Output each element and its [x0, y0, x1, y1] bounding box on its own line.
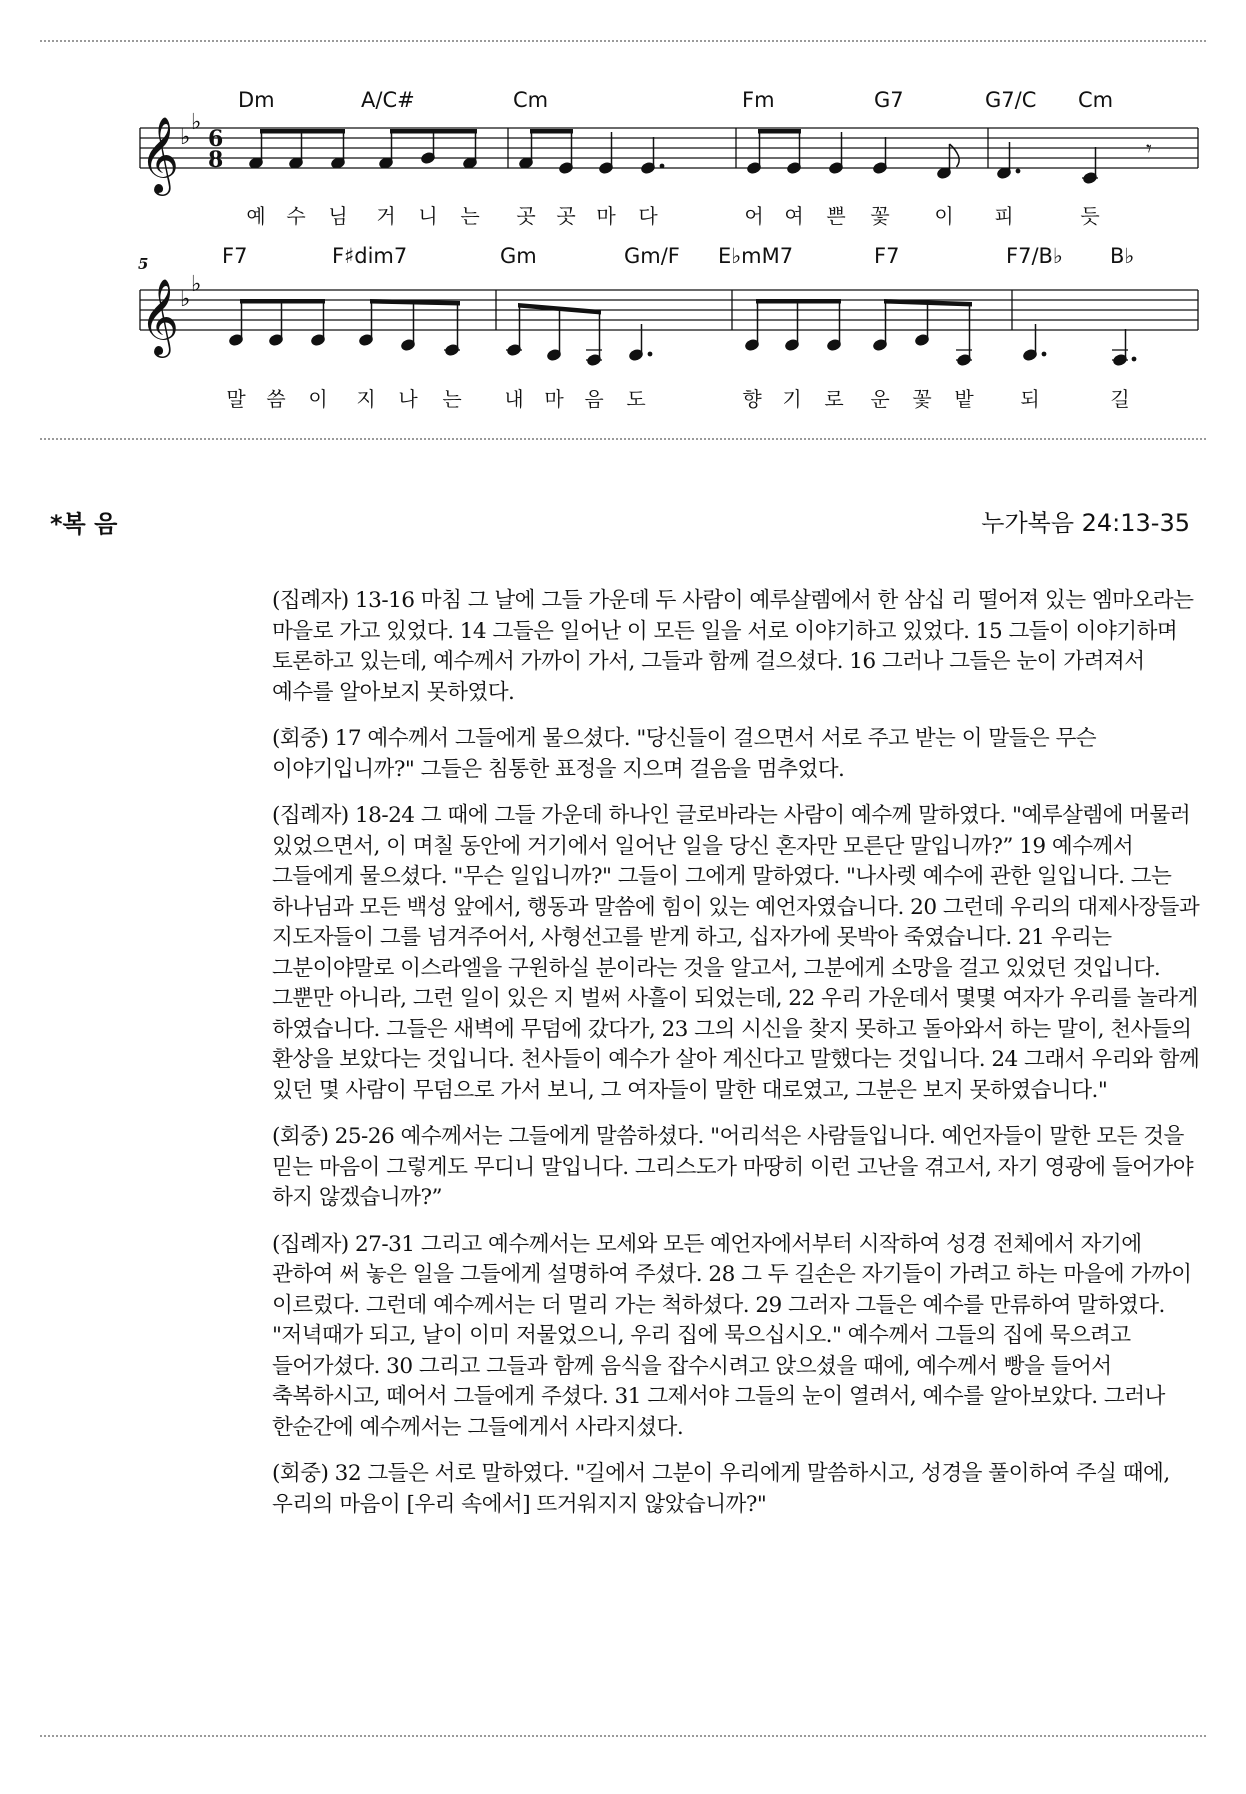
chord-symbol: E♭mM7 — [718, 244, 794, 268]
chord-symbol: F7 — [874, 244, 900, 268]
lyric-syllable: 듯 — [1080, 204, 1100, 228]
lyric-syllable: 어 — [744, 204, 764, 228]
chord-symbol: F♯dim7 — [332, 244, 408, 268]
measure-number: 5 — [138, 255, 149, 273]
lyric-syllable: 는 — [460, 204, 480, 228]
lyric-syllable: 기 — [782, 387, 802, 411]
lyric-syllable: 여 — [784, 204, 804, 228]
chord-symbol: F7 — [222, 244, 248, 268]
lyric-syllable: 곳 — [556, 204, 576, 228]
lyric-syllable: 마 — [544, 387, 564, 411]
lyric-syllable: 이 — [308, 387, 328, 411]
flat-icon: ♭ — [191, 110, 202, 135]
lyric-syllable: 내 — [504, 387, 524, 411]
chord-symbol: G7 — [874, 88, 904, 112]
flat-icon: ♭ — [191, 272, 202, 297]
chord-symbol: G7/C — [985, 88, 1037, 112]
lyric-syllable: 는 — [442, 387, 462, 411]
treble-clef-icon: 𝄞 — [140, 116, 180, 193]
chord-symbol: B♭ — [1110, 244, 1135, 268]
staff-1 — [0, 110, 1246, 230]
lyric-syllable: 로 — [824, 387, 844, 411]
lyric-syllable: 피 — [994, 204, 1014, 228]
top-divider — [40, 40, 1206, 42]
time-signature: 6 — [208, 126, 224, 152]
eighth-rest-icon: 𝄾 — [1146, 137, 1152, 162]
lyric-syllable: 씀 — [266, 387, 286, 411]
lyric-syllable: 지 — [356, 387, 376, 411]
chord-symbol: Gm/F — [624, 244, 680, 268]
lyric-syllable: 거 — [376, 204, 396, 228]
chord-symbol: F7/B♭ — [1006, 244, 1063, 268]
section-title: *복 음 — [50, 510, 118, 538]
scripture-reading — [272, 586, 1202, 1536]
reading-paragraph: (회중) 32 그들은 서로 말하였다. "길에서 그분이 우리에게 말씀하시고, 성경을 풀이하여 주실 때에, 우리의 마음이 [우리 속에서] 뜨거워지지 않았습니까?" — [272, 1461, 1170, 1517]
lyric-syllable: 향 — [742, 387, 762, 411]
reading-paragraph: (회중) 25-26 예수께서는 그들에게 말씀하셨다. "어리석은 사람들입니다. 예언자들이 말한 모든 것을 믿는 마음이 그렇게도 무디니 말입니다. 그리스도가 마땅히 이런 고난을 겪고서, 자기 영광에 들어가야 하지 않겠습니까?” — [272, 1124, 1194, 1210]
lyric-syllable: 꽃 — [912, 387, 932, 411]
lyric-syllable: 운 — [870, 387, 890, 411]
lyric-syllable: 쁜 — [826, 204, 846, 228]
reading-paragraph: (회중) 17 예수께서 그들에게 물으셨다. "당신들이 걸으면서 서로 주고 받는 이 말들은 무슨 이야기입니까?" 그들은 침통한 표정을 지으며 걸음을 멈추었다. — [272, 726, 1097, 782]
treble-clef-icon: 𝄞 — [140, 278, 180, 355]
chord-symbol: Gm — [500, 244, 537, 268]
scripture-reference: 누가복음 24:13-35 — [981, 509, 1190, 537]
lyric-syllable: 도 — [626, 387, 646, 411]
lyric-syllable: 이 — [934, 204, 954, 228]
lyric-syllable: 나 — [398, 387, 418, 411]
staff-2 — [0, 270, 1246, 390]
lyric-syllable: 곳 — [516, 204, 536, 228]
lyric-syllable: 되 — [1020, 387, 1040, 411]
lyric-syllable: 예 — [246, 204, 266, 228]
chord-symbol: Fm — [742, 88, 775, 112]
chord-symbol: A/C# — [361, 88, 415, 112]
flat-icon: ♭ — [180, 287, 191, 312]
lyric-syllable: 밭 — [954, 387, 974, 411]
chord-symbol: Cm — [1078, 88, 1114, 112]
reading-paragraph: (집례자) 27-31 그리고 예수께서는 모세와 모든 예언자에서부터 시작하여 성경 전체에서 자기에 관하여 써 놓은 일을 그들에게 설명하여 주셨다. 28 그 두 길손은 자기들이 가려고 하는 마을에 가까이 이르렀다. 그런데 예수께서는 더 멀리 가는 척하셨다. 29 그러자 그들은 예수를 만류하여 말하였다. "저녁때가 되고, 날이 이미 저물었으니, 우리 집에 묵으십시오." 예수께서 그들의 집에 묵으려고 들어가셨다. 30 그리고 그들과 함께 음식을 잡수시려고 앉으셨을 때에, 예수께서 빵을 들어서 축복하시고, 떼어서 그들에게 주셨다. 31 그제서야 그들의 눈이 열려서, 예수를 알아보았다. 그러나 한순간에 예수께서는 그들에게서 사라지셨다. — [272, 1231, 1192, 1440]
lyric-syllable: 음 — [584, 387, 604, 411]
score-divider — [40, 438, 1206, 440]
time-signature: 8 — [208, 147, 224, 173]
lyric-syllable: 다 — [638, 204, 658, 228]
lyric-syllable: 꽃 — [870, 204, 890, 228]
chord-symbol: Dm — [238, 88, 275, 112]
reading-paragraph: (집례자) 13-16 마침 그 날에 그들 가운데 두 사람이 예루살렘에서 한 삼십 리 떨어져 있는 엠마오라는 마을로 가고 있었다. 14 그들은 일어난 이 모든 일을 서로 이야기하고 있었다. 15 그들이 이야기하며 토론하고 있는데, 예수께서 가까이 가서, 그들과 함께 걸으셨다. 16 그러나 그들은 눈이 가려져서 예수를 알아보지 못하였다. — [272, 588, 1194, 705]
lyric-syllable: 마 — [596, 204, 616, 228]
flat-icon: ♭ — [180, 125, 191, 150]
bottom-divider — [40, 1735, 1206, 1737]
lyric-syllable: 길 — [1110, 387, 1130, 411]
chord-symbol: Cm — [513, 88, 549, 112]
reading-paragraph: (집례자) 18-24 그 때에 그들 가운데 하나인 글로바라는 사람이 예수께 말하였다. "예루살렘에 머물러 있었으면서, 이 며칠 동안에 거기에서 일어난 일을 당신 혼자만 모른단 말입니까?” 19 예수께서 그들에게 물으셨다. "무슨 일입니까?" 그들이 그에게 말하였다. "나사렛 예수에 관한 일입니다. 그는 하나님과 모든 백성 앞에서, 행동과 말씀에 힘이 있는 예언자였습니다. 20 그런데 우리의 대제사장들과 지도자들이 그를 넘겨주어서, 사형선고를 받게 하고, 십자가에 못박아 죽였습니다. 21 우리는 그분이야말로 이스라엘을 구원하실 분이라는 것을 알고서, 그분에게 소망을 걸고 있었던 것입니다. 그뿐만 아니라, 그런 일이 있은 지 벌써 사흘이 되었는데, 22 우리 가운데서 몇몇 여자가 우리를 놀라게 하였습니다. 그들은 새벽에 무덤에 갔다가, 23 그의 시신을 찾지 못하고 돌아와서 하는 말이, 천사들의 환상을 보았다는 것입니다. 천사들이 예수가 살아 계신다고 말했다는 것입니다. 24 그래서 우리와 함께 있던 몇 사람이 무덤으로 가서 보니, 그 여자들이 말한 대로였고, 그분은 보지 못하였습니다." — [272, 803, 1200, 1103]
lyric-syllable: 님 — [328, 204, 348, 228]
lyric-syllable: 말 — [226, 387, 246, 411]
lyric-syllable: 수 — [286, 204, 306, 228]
lyric-syllable: 니 — [418, 204, 438, 228]
